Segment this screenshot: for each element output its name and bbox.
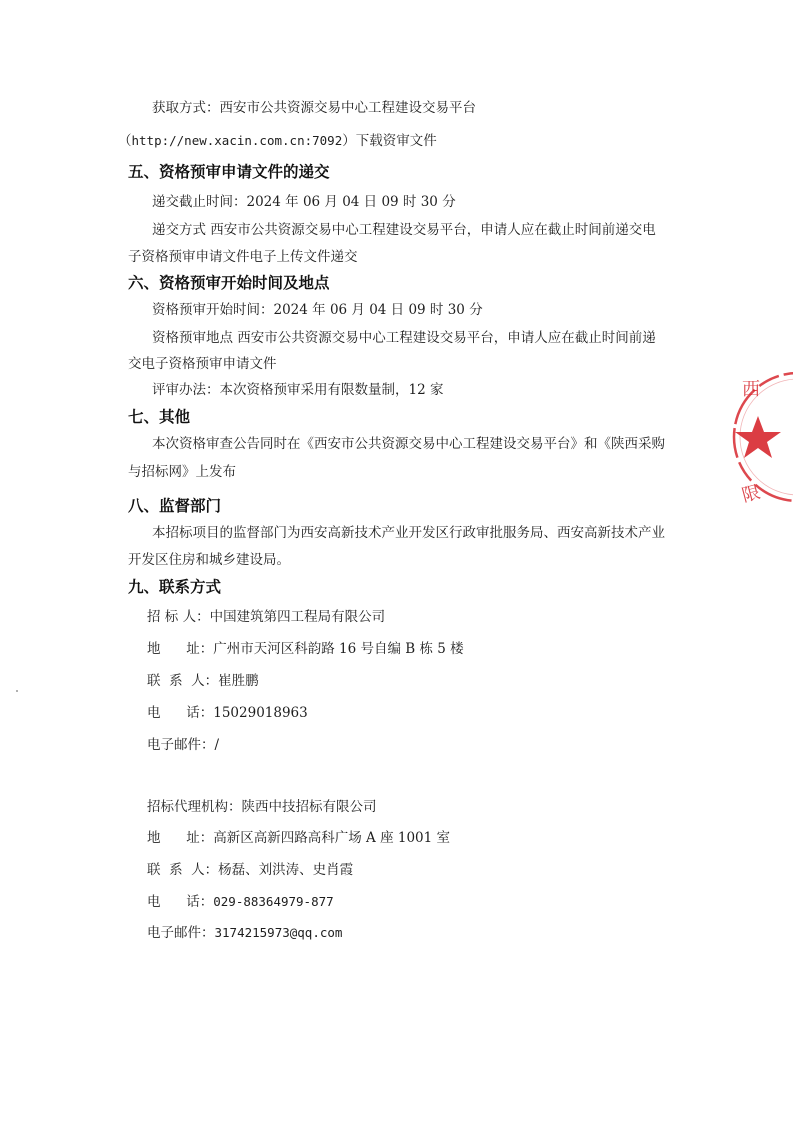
agency-address-row bbox=[147, 829, 450, 847]
tenderer-phone-row bbox=[147, 704, 308, 722]
agency-phone-label: 电 话： bbox=[147, 894, 214, 910]
obtain-text: 西安市公共资源交易中心工程建设交易平台 bbox=[219, 100, 476, 116]
agency-address-label: 地 址： bbox=[147, 830, 214, 846]
review-place-line-2: 交电子资格预审申请文件 bbox=[128, 356, 277, 372]
section-7-heading: 七、其他 bbox=[128, 408, 191, 426]
supervision-line-1: 本招标项目的监督部门为西安高新技术产业开发区行政审批服务局、西安高新技术产业 bbox=[152, 525, 665, 541]
tenderer-contact-row bbox=[147, 672, 259, 690]
download-url[interactable]: http://new.xacin.com.cn:7092 bbox=[131, 133, 343, 148]
tenderer-email-label: 电子邮件： bbox=[147, 737, 215, 753]
review-method-line: 评审办法：本次资格预审采用有限数量制，12 家 bbox=[152, 382, 444, 398]
review-start-label: 资格预审开始时间： bbox=[152, 302, 274, 318]
publish-line-2: 与招标网》上发布 bbox=[128, 464, 236, 480]
url-open: （ bbox=[118, 133, 132, 149]
obtain-label: 获取方式： bbox=[152, 100, 220, 116]
tenderer-contact-value: 崔胜鹏 bbox=[218, 673, 259, 689]
agency-contact-row bbox=[147, 861, 353, 879]
agency-phone-value: 029-88364979-877 bbox=[213, 894, 334, 909]
tenderer-email-row bbox=[147, 736, 219, 754]
publish-line-1: 本次资格审查公告同时在《西安市公共资源交易中心工程建设交易平台》和《陕西采购 bbox=[152, 436, 665, 452]
agency-phone-row bbox=[147, 893, 334, 911]
agency-name-row bbox=[147, 798, 377, 816]
section-9-heading: 九、联系方式 bbox=[128, 578, 222, 596]
scan-speck bbox=[16, 690, 18, 692]
section-8-heading: 八、监督部门 bbox=[128, 497, 222, 515]
agency-email-row bbox=[147, 924, 342, 942]
supervision-line-2: 开发区住房和城乡建设局。 bbox=[128, 552, 290, 568]
download-url-line bbox=[118, 132, 437, 150]
agency-address-value: 高新区高新四路高科广场 A 座 1001 室 bbox=[213, 830, 451, 846]
deadline-value: 2024 年 06 月 04 日 09 时 30 分 bbox=[246, 194, 456, 210]
url-close: ）下载资审文件 bbox=[342, 133, 437, 149]
review-start-value: 2024 年 06 月 04 日 09 时 30 分 bbox=[273, 302, 483, 318]
section-5-heading: 五、资格预审申请文件的递交 bbox=[128, 163, 330, 181]
agency-name-value: 陕西中技招标有限公司 bbox=[241, 799, 377, 815]
tenderer-contact-label: 联 系 人： bbox=[147, 673, 219, 689]
agency-contact-value: 杨磊、刘洪涛、史肖霞 bbox=[218, 862, 354, 878]
tenderer-address-value: 广州市天河区科韵路 16 号自编 B 栋 5 楼 bbox=[213, 641, 464, 657]
deadline-label: 递交截止时间： bbox=[152, 194, 247, 210]
agency-email-value[interactable]: 3174215973@qq.com bbox=[214, 925, 343, 940]
tenderer-email-value: / bbox=[214, 737, 220, 753]
deadline-line bbox=[152, 193, 456, 211]
agency-email-label: 电子邮件： bbox=[147, 925, 215, 941]
tenderer-phone-label: 电 话： bbox=[147, 705, 214, 721]
tenderer-address-row bbox=[147, 640, 464, 658]
seal-text-top: 西 bbox=[742, 379, 760, 400]
review-start-line bbox=[152, 301, 483, 319]
tenderer-name-row bbox=[147, 608, 385, 626]
submit-method-line-2: 子资格预审申请文件电子上传文件递交 bbox=[128, 249, 358, 265]
agency-name-label: 招标代理机构： bbox=[147, 799, 242, 815]
seal-star-icon bbox=[728, 352, 793, 522]
section-6-heading: 六、资格预审开始时间及地点 bbox=[128, 274, 330, 292]
submit-method-line-1: 递交方式 西安市公共资源交易中心工程建设交易平台，申请人应在截止时间前递交电 bbox=[152, 222, 656, 238]
tenderer-name-label: 招 标 人： bbox=[147, 609, 210, 625]
review-place-line-1: 资格预审地点 西安市公共资源交易中心工程建设交易平台，申请人应在截止时间前递 bbox=[152, 330, 656, 346]
seal-text-bottom: 限 bbox=[739, 481, 763, 507]
tenderer-address-label: 地 址： bbox=[147, 641, 214, 657]
tenderer-phone-value: 15029018963 bbox=[213, 705, 308, 721]
obtain-method-line bbox=[152, 99, 476, 117]
agency-contact-label: 联 系 人： bbox=[147, 862, 219, 878]
tenderer-name-value: 中国建筑第四工程局有限公司 bbox=[209, 609, 386, 625]
